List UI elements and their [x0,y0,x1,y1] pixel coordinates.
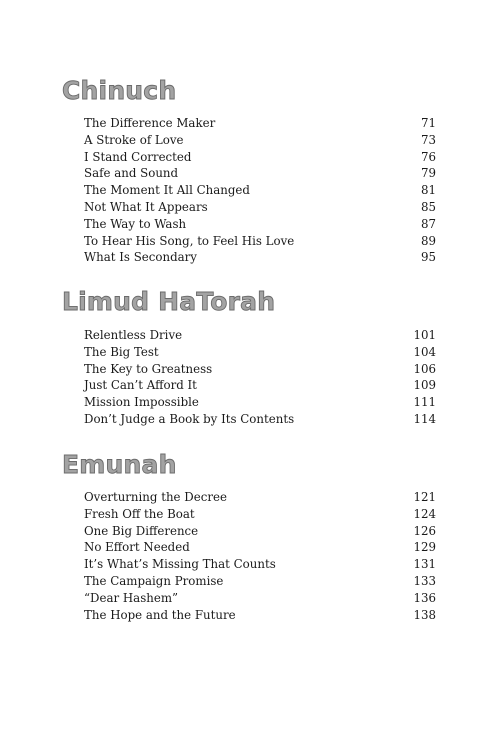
entry-title: One Big Difference [84,523,199,538]
entry-page-number: 95 [420,250,436,265]
toc-entry[interactable] [84,523,436,540]
entry-page-number: 114 [413,411,436,426]
toc-entry[interactable] [84,249,436,266]
entry-page-number: 73 [420,132,436,147]
entry-title: What Is Secondary [84,250,197,265]
entry-title: No Effort Needed [84,540,190,555]
entry-page-number: 106 [413,361,436,376]
entry-title: Mission Impossible [84,395,199,410]
toc-entry[interactable] [84,327,436,344]
section-entries-emunah [84,489,436,623]
toc-entry[interactable] [84,411,436,428]
entry-title: Don’t Judge a Book by Its Contents [84,411,295,426]
entry-title: A Stroke of Love [84,132,184,147]
toc-entry[interactable] [84,132,436,149]
entry-page-number: 129 [413,540,436,555]
entry-title: The Way to Wash [84,216,187,231]
entry-title: Safe and Sound [84,166,179,181]
toc-entry[interactable] [84,233,436,250]
toc-entry[interactable] [84,115,436,132]
toc-entry[interactable] [84,556,436,573]
entry-title: The Big Test [84,344,159,359]
entry-title: The Difference Maker [84,116,216,130]
toc-entry[interactable] [84,149,436,166]
entry-title: I Stand Corrected [84,149,192,164]
toc-entry[interactable] [84,506,436,523]
toc-entry[interactable] [84,216,436,233]
entry-title: Relentless Drive [84,328,183,342]
toc-entry[interactable] [84,590,436,607]
entry-title: Fresh Off the Boat [84,506,195,521]
toc-entry[interactable] [84,361,436,378]
entry-title: Not What It Appears [84,199,208,214]
entry-page-number: 138 [413,607,436,622]
entry-page-number: 85 [420,199,436,214]
toc-entry[interactable] [84,165,436,182]
entry-title: To Hear His Song, to Feel His Love [84,233,295,248]
entry-title: The Hope and the Future [84,607,236,622]
entry-title: The Moment It All Changed [84,183,250,198]
entry-page-number: 109 [413,378,436,393]
entry-page-number: 71 [420,116,436,130]
entry-page-number: 79 [420,166,436,181]
toc-entry[interactable] [84,182,436,199]
entry-title: The Campaign Promise [84,573,224,588]
entry-title: Overturning the Decree [84,490,227,504]
section-title-chinuch: Chinuch [62,76,177,105]
entry-page-number: 124 [413,506,436,521]
entry-title: “Dear Hashem” [84,590,179,605]
toc-entry[interactable] [84,199,436,216]
section-title-emunah: Emunah [62,450,177,479]
entry-title: It’s What’s Missing That Counts [84,557,276,572]
toc-entry[interactable] [84,489,436,506]
entry-page-number: 81 [420,183,436,198]
toc-entry[interactable] [84,377,436,394]
entry-page-number: 87 [420,216,436,231]
entry-page-number: 101 [413,328,436,342]
section-entries-limud-hatorah [84,327,436,428]
toc-entry[interactable] [84,394,436,411]
entry-page-number: 136 [413,590,436,605]
entry-page-number: 111 [413,395,436,410]
entry-page-number: 121 [413,490,436,504]
entry-page-number: 89 [420,233,436,248]
section-entries-chinuch [84,115,436,266]
toc-entry[interactable] [84,573,436,590]
toc-entry[interactable] [84,344,436,361]
entry-page-number: 104 [413,344,436,359]
entry-page-number: 76 [420,149,436,164]
section-title-limud-hatorah: Limud HaTorah [62,287,276,316]
entry-page-number: 133 [413,573,436,588]
entry-title: Just Can’t Afford It [84,378,197,393]
toc-entry[interactable] [84,539,436,556]
toc-entry[interactable] [84,607,436,624]
entry-page-number: 126 [413,523,436,538]
entry-page-number: 131 [413,557,436,572]
entry-title: The Key to Greatness [84,361,213,376]
